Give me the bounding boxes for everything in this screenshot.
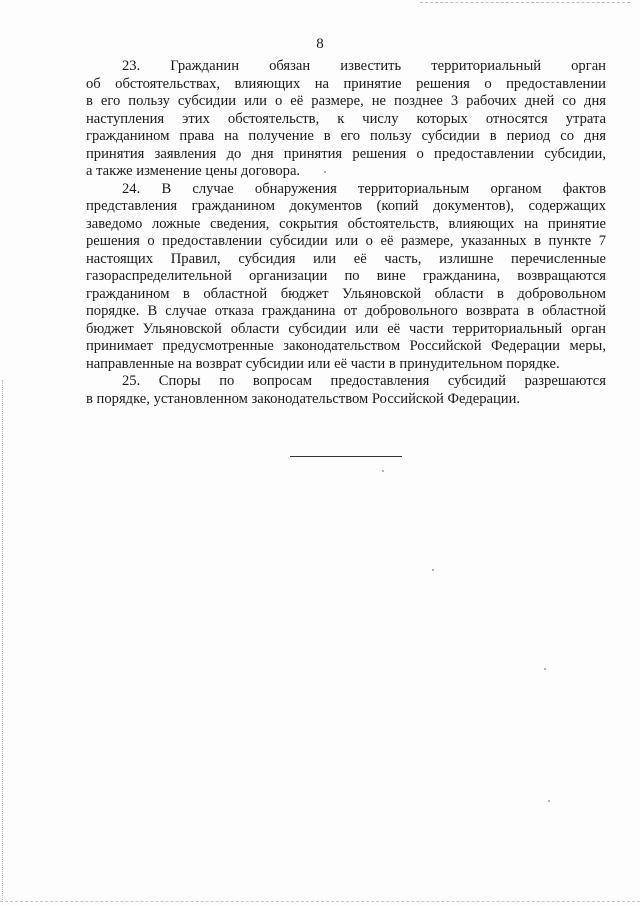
text-line: принятия заявления до дня принятия решения о предоставлении субсидии, [86,145,606,162]
text-line: гражданином в областной бюджет Ульяновской области в добровольном [86,285,606,302]
end-separator-line [290,456,402,457]
text-line: наступления этих обстоятельств, к числу которых относятся утрата [86,110,606,127]
text-line: в его пользу субсидии или о её размере, не позднее 3 рабочих дней со дня [86,93,606,109]
text-line: газораспределительной организации по вине гражданина, возвращаются [86,268,606,284]
text-line: порядке. В случае отказа гражданина от добровольного возврата в областной [86,303,606,319]
paragraph-24 [86,181,606,374]
scan-speck [432,569,434,571]
scan-speck [544,668,546,670]
text-line: 24. В случае обнаружения территориальным органом фактов [122,180,606,197]
text-line: настоящих Правил, субсидия или её часть, излишне перечисленные [86,250,606,267]
scan-edge-top [420,2,630,3]
text-line: в порядке, установленном законодательством Российской Федерации. [86,390,521,407]
scan-edge-bottom [0,901,640,902]
paragraph-25 [86,373,606,408]
text-line: об обстоятельствах, влияющих на принятие решения о предоставлении [86,75,606,92]
text-line: гражданином права на получение в его пользу субсидии в период со дня [86,128,606,144]
paragraph-23 [86,58,606,181]
scan-speck [324,171,326,173]
text-line: 25. Споры по вопросам предоставления субсидий разрешаются [122,373,606,389]
document-body [86,58,606,408]
scan-speck [548,800,550,802]
text-line: бюджет Ульяновской области субсидии или её части территориальный орган [86,320,606,337]
text-line: 23. Гражданин обязан известить территориальный орган [122,58,606,74]
scan-speck [382,470,384,472]
scan-edge-left [2,380,3,900]
page-number: 8 [316,36,324,52]
text-line: представления гражданином документов (копий документов), содержащих [86,198,606,214]
text-line: решения о предоставлении субсидии или о её размере, указанных в пункте 7 [86,233,606,249]
text-line: принимает предусмотренные законодательством Российской Федерации меры, [86,338,606,354]
text-line: а также изменение цены договора. [86,163,301,179]
text-line: заведомо ложные сведения, сокрытия обстоятельств, влияющих на принятие [86,215,606,232]
text-line: направленные на возврат субсидии или её части в принудительном порядке. [86,355,560,372]
